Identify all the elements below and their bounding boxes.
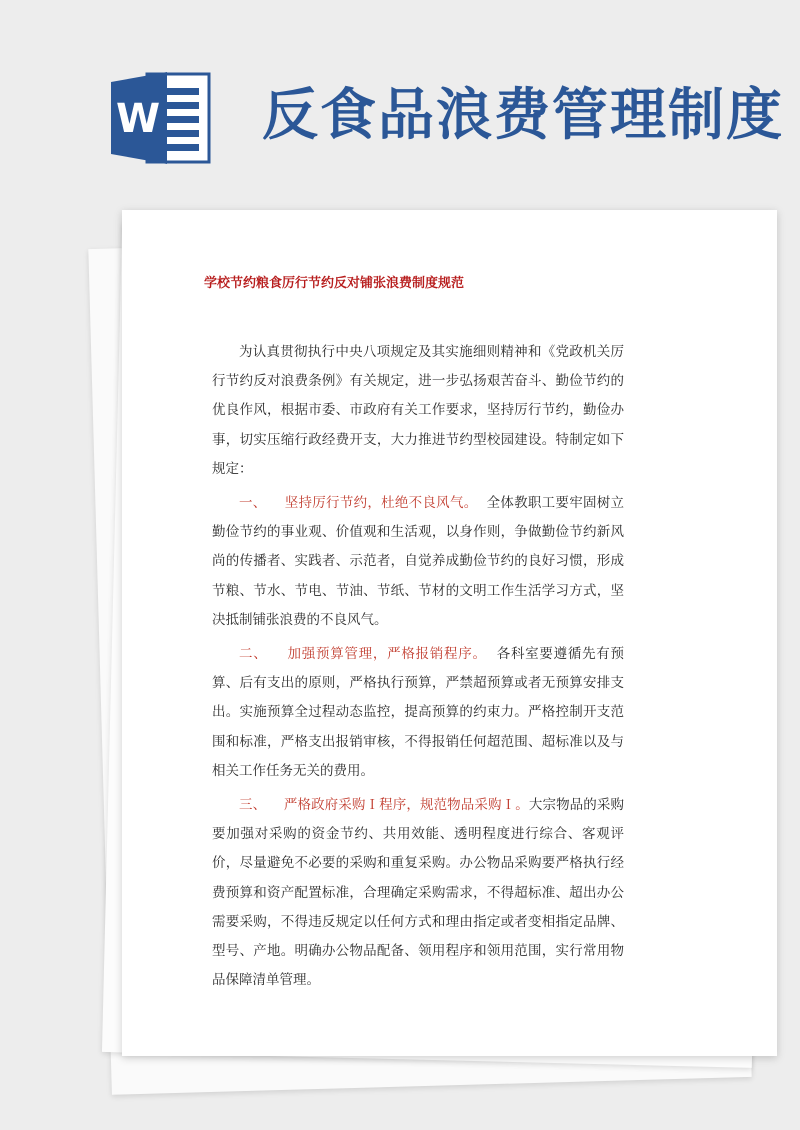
section-heading: 加强预算管理，严格报销程序。 bbox=[287, 646, 487, 663]
section-heading: 坚持厉行节约，杜绝不良风气。 bbox=[284, 495, 478, 512]
section-paragraph bbox=[212, 791, 624, 995]
section-paragraph bbox=[212, 489, 624, 635]
word-icon bbox=[109, 68, 213, 168]
section-text: 全体教职工要牢固树立勤俭节约的事业观、价值观和生活观，以身作则，争做勤俭节约新风尚的传播者、实践者、示范者，自觉养成勤俭节约的良好习惯，形成节粮、节水、节电、节油、节纸、节材的文明工作生活学习方式，坚决抵制铺张浪费的不良风气。 bbox=[212, 495, 624, 628]
document-heading: 学校节约粮食厉行节约反对铺张浪费制度规范 bbox=[204, 276, 465, 291]
document-page bbox=[122, 210, 777, 1056]
page-title: 反食品浪费管理制度 bbox=[262, 83, 784, 148]
intro-paragraph: 为认真贯彻执行中央八项规定及其实施细则精神和《党政机关厉行节约反对浪费条例》有关规定，进一步弘扬艰苦奋斗、勤俭节约的优良作风，根据市委、市政府有关工作要求，坚持厉行节约，勤俭办事，切实压缩行政经费开支，大力推进节约型校园建设。特制定如下规定： bbox=[212, 344, 624, 477]
svg-text:W: W bbox=[115, 96, 161, 142]
section-heading: 严格政府采购Ｉ程序，规范物品采购Ｉ。 bbox=[283, 797, 529, 814]
section-text: 各科室要遵循先有预算、后有支出的原则，严格执行预算，严禁超预算或者无预算安排支出。实施预算全过程动态监控，提高预算的约束力。严格控制开支范围和标准，严格支出报销审核，不得报销任何超范围、超标准以及与相关工作任务无关的费用。 bbox=[212, 646, 625, 779]
section-number: 一、 bbox=[239, 495, 267, 512]
section-number: 三、 bbox=[239, 797, 267, 814]
section-text: 大宗物品的采购要加强对采购的资金节约、共用效能、透明程度进行综合、客观评价，尽量避免不必要的采购和重复采购。办公物品采购要严格执行经费预算和资产配置标准，合理确定采购需求，不得超标准、超出办公需要采购，不得违反规定以任何方式和理由指定或者变相指定品牌、型号、产地。明确办公物品配备、领用程序和领用范围，实行常用物品保障清单管理。 bbox=[212, 797, 625, 989]
section-paragraph bbox=[212, 640, 624, 786]
document-body bbox=[212, 338, 624, 1000]
section-number: 二、 bbox=[239, 646, 268, 663]
